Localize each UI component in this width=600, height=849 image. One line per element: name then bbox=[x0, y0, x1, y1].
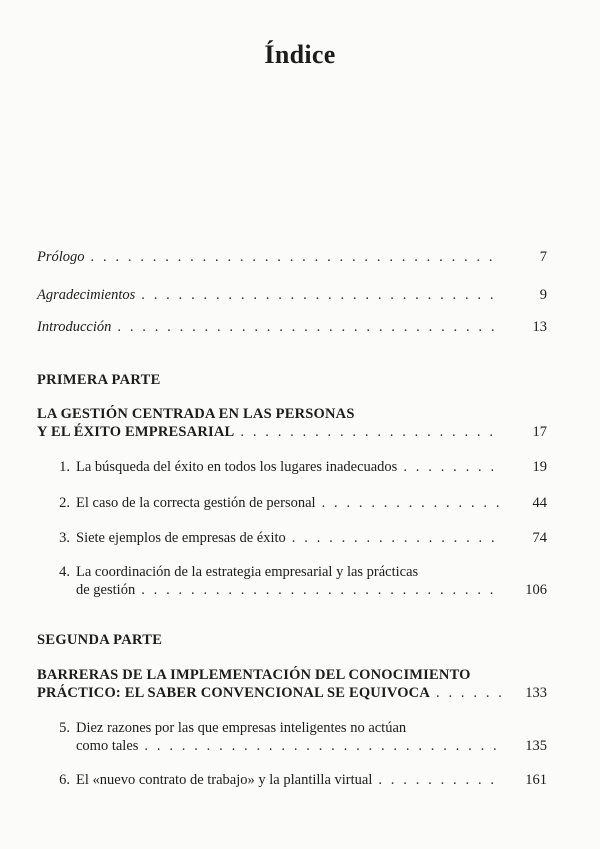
dot-leader bbox=[144, 737, 501, 755]
dot-leader bbox=[141, 286, 501, 304]
dot-leader bbox=[378, 771, 501, 789]
toc-chapter-4[interactable] bbox=[76, 581, 547, 599]
toc-page-number: 74 bbox=[532, 530, 547, 546]
dot-leader bbox=[240, 423, 501, 441]
dot-leader bbox=[117, 318, 501, 336]
section-title-line2: Y EL ÉXITO EMPRESARIAL bbox=[37, 424, 235, 440]
chapter-number: 2. bbox=[59, 495, 70, 511]
dot-leader bbox=[292, 529, 501, 547]
toc-page-number: 106 bbox=[525, 582, 547, 598]
page-title: Índice bbox=[264, 40, 336, 69]
toc-page-number: 135 bbox=[525, 738, 547, 754]
part-heading-segunda: SEGUNDA PARTE bbox=[37, 632, 163, 648]
toc-page-number: 19 bbox=[532, 459, 547, 475]
chapter-4-line1 bbox=[50, 563, 418, 581]
chapter-title: Diez razones por las que empresas inteligentes no actúan bbox=[76, 720, 407, 736]
toc-page-number: 133 bbox=[525, 685, 547, 701]
dot-leader bbox=[436, 684, 501, 702]
chapter-number: 1. bbox=[59, 459, 70, 475]
chapter-title: El «nuevo contrato de trabajo» y la plantilla virtual bbox=[76, 772, 373, 788]
section-title-line1: LA GESTIÓN CENTRADA EN LAS PERSONAS bbox=[37, 406, 355, 422]
chapter-number: 5. bbox=[59, 720, 70, 736]
toc-page-number: 13 bbox=[532, 319, 547, 335]
chapter-title-cont: de gestión bbox=[76, 582, 136, 598]
chapter-title: Siete ejemplos de empresas de éxito bbox=[76, 530, 286, 546]
chapter-5-line1 bbox=[50, 719, 406, 737]
chapter-number: 6. bbox=[59, 772, 70, 788]
dot-leader bbox=[322, 494, 501, 512]
toc-entry-introduccion[interactable] bbox=[37, 318, 547, 336]
dot-leader bbox=[91, 248, 501, 266]
chapter-number: 4. bbox=[59, 564, 70, 580]
toc-entry-label: Prólogo bbox=[37, 249, 85, 265]
toc-section-barreras[interactable] bbox=[37, 684, 547, 702]
dot-leader bbox=[403, 458, 501, 476]
section-title-line1: BARRERAS DE LA IMPLEMENTACIÓN DEL CONOCIMIENTO bbox=[37, 667, 471, 683]
chapter-title: La coordinación de la estrategia empresarial y las prácticas bbox=[76, 564, 419, 580]
toc-page-number: 161 bbox=[525, 772, 547, 788]
toc-entry-prologo[interactable] bbox=[37, 248, 547, 266]
dot-leader bbox=[141, 581, 501, 599]
toc-chapter-6[interactable] bbox=[50, 771, 547, 789]
toc-entry-label: Agradecimientos bbox=[37, 287, 136, 303]
toc-section-gestion[interactable] bbox=[37, 423, 547, 441]
chapter-title: La búsqueda del éxito en todos los lugares inadecuados bbox=[76, 459, 398, 475]
chapter-title-cont: como tales bbox=[76, 738, 139, 754]
toc-entry-agradecimientos[interactable] bbox=[37, 286, 547, 304]
section-title-line2: PRÁCTICO: EL SABER CONVENCIONAL SE EQUIVOCA bbox=[37, 685, 431, 701]
toc-page-number: 44 bbox=[532, 495, 547, 511]
toc-chapter-1[interactable] bbox=[50, 458, 547, 476]
toc-page-number: 17 bbox=[532, 424, 547, 440]
toc-chapter-2[interactable] bbox=[50, 494, 547, 512]
part-heading-primera: PRIMERA PARTE bbox=[37, 372, 161, 388]
toc-chapter-5[interactable] bbox=[76, 737, 547, 755]
chapter-number: 3. bbox=[59, 530, 70, 546]
toc-entry-label: Introducción bbox=[37, 319, 112, 335]
toc-page-number: 7 bbox=[539, 249, 547, 265]
toc-chapter-3[interactable] bbox=[50, 529, 547, 547]
chapter-title: El caso de la correcta gestión de personal bbox=[76, 495, 316, 511]
toc-page-number: 9 bbox=[539, 287, 547, 303]
